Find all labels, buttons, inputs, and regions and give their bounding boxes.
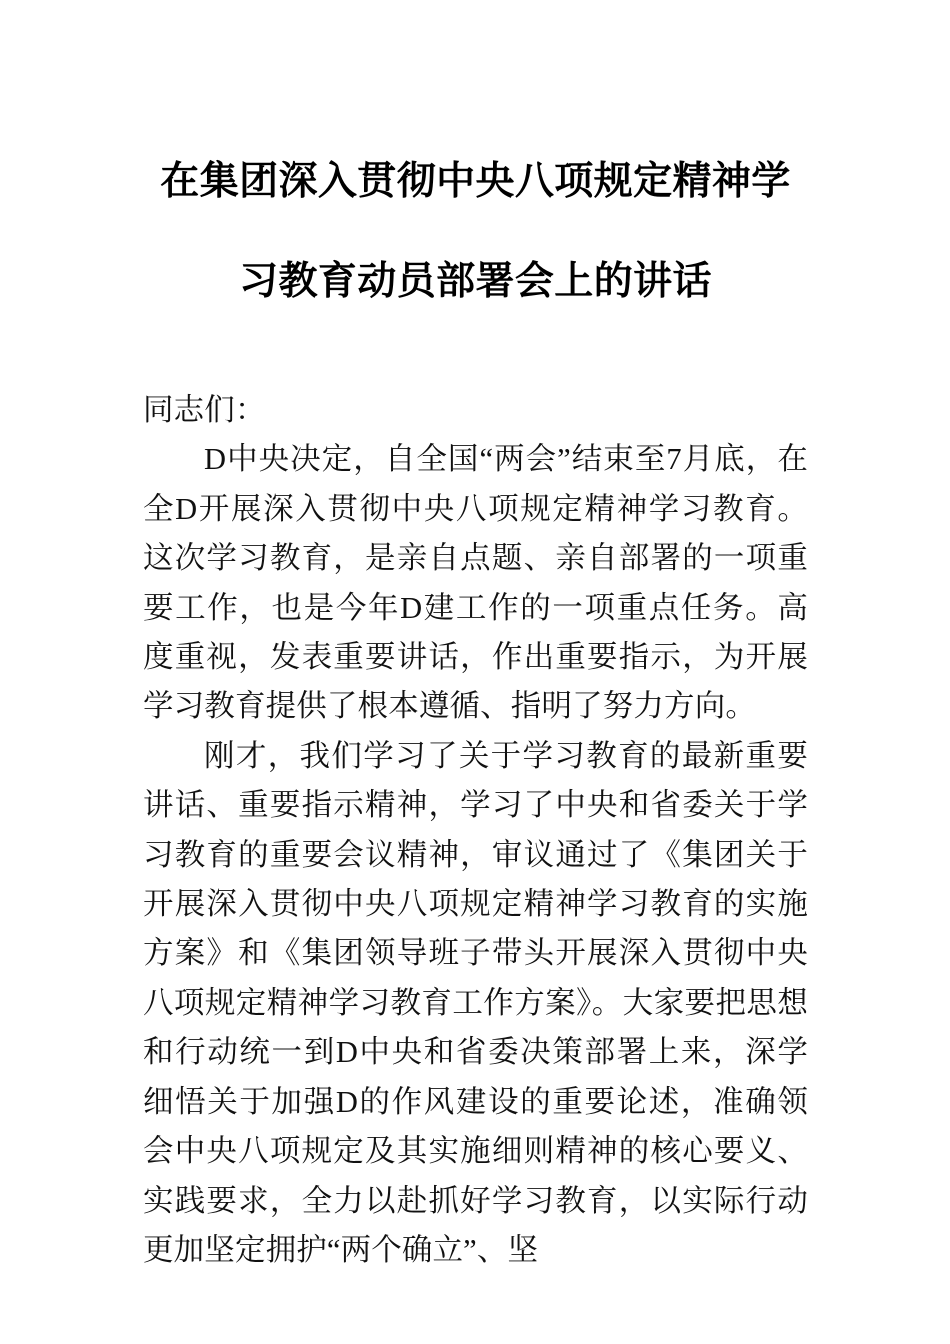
body-paragraph-2: 刚才，我们学习了关于学习教育的最新重要讲话、重要指示精神，学习了中央和省委关于学习教育的重要会议精神，审议通过了《集团关于开展深入贯彻中央八项规定精神学习教育的实施方案》和《集团领导班子带头开展深入贯彻中央八项规定精神学习教育工作方案》。大家要把思想和行动统一到D中央和省委决策部署上来，深学细悟关于加强D的作风建设的重要论述，准确领会中央八项规定及其实施细则精神的核心要义、实践要求，全力以赴抓好学习教育，以实际行动更加坚定拥护“两个确立”、坚 <box>143 738 808 1267</box>
document-body <box>143 386 808 1275</box>
page-title: 在集团深入贯彻中央八项规定精神学习教育动员部署会上的讲话 <box>160 160 791 304</box>
salutation-line: 同志们： <box>143 393 266 427</box>
body-paragraph-1: D中央决定，自全国“两会”结束至7月底，在全D开展深入贯彻中央八项规定精神学习教育。这次学习教育，是亲自点题、亲自部署的一项重要工作，也是今年D建工作的一项重点任务。高度重视，发表重要讲话，作出重要指示，为开展学习教育提供了根本遵循、指明了努力方向。 <box>143 442 808 724</box>
